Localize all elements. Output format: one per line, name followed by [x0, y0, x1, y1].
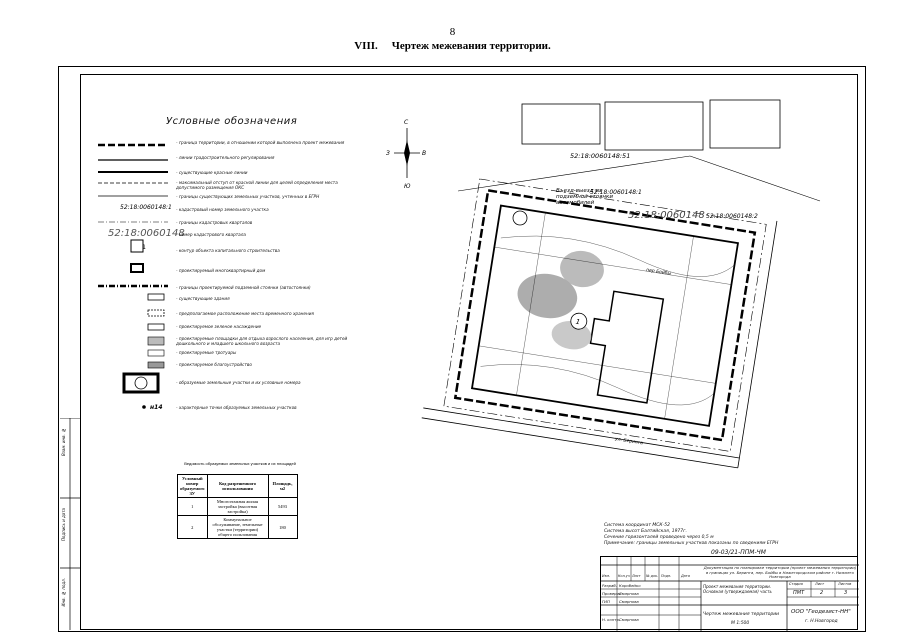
- land-table: [177, 474, 298, 539]
- stamp-name-2: Смирнова: [619, 591, 639, 596]
- legend-item-15: - проектируемые площадки для отдыха взрослого населения, для игр детей дошкольного и младшего школьного возраста: [176, 336, 348, 346]
- stamp-code: 09-03/21-ППМ-ЧМ: [711, 549, 766, 556]
- stamp-stage-header: Стадия: [789, 582, 803, 586]
- drawing-notes: [604, 523, 778, 547]
- legend-item-19: - характерные точки образуемых земельных участков: [176, 405, 297, 410]
- side-strip: [60, 418, 80, 630]
- parcel-1: 52:18:0060148:1: [590, 189, 642, 196]
- stamp-sheet: 2: [820, 590, 824, 596]
- legend-item-2: - линии градостроительного регулирования: [176, 155, 275, 160]
- street-label-1: пер Бойбы: [645, 268, 672, 277]
- compass-south: Ю: [404, 183, 411, 190]
- parcel-51: 52:18:0060148:51: [570, 152, 631, 160]
- section-title: Чертеж межевания территории.: [391, 40, 551, 52]
- stamp-city: г. Н.Новгород: [805, 619, 838, 624]
- entrance-label: Въезд-выезд из подземной стоянки автомобилей: [556, 188, 613, 206]
- side-label-signature: Подпись и дата: [61, 508, 66, 542]
- side-label-replace: Взам. инв. №: [61, 428, 66, 456]
- land-header-area: Площадь, м2: [268, 475, 297, 498]
- page-title: [0, 40, 905, 52]
- legend-item-11: - границы проектируемой подземной стоянки (автостоянки): [176, 285, 311, 290]
- legend-item-5: - границы существующих земельных участков, учтенных в ЕГРН: [176, 194, 320, 199]
- legend-title: Условные обозначения: [166, 116, 298, 127]
- compass-east: В: [422, 150, 427, 157]
- stamp-col-3: Лист: [632, 574, 641, 578]
- legend-item-10: - проектируемый многоквартирный дом: [176, 268, 266, 273]
- note-3: Сечение горизонталей проведено через 0,5 м: [604, 535, 714, 540]
- stamp-col-4: № док.: [646, 574, 659, 578]
- compass-west: З: [386, 150, 390, 157]
- page-number: 8: [449, 26, 456, 38]
- stamp-role-1: Разраб.: [602, 583, 617, 588]
- legend-point-label: н14: [150, 404, 163, 411]
- note-2: Система высот Балтийская, 1977г.: [604, 529, 687, 534]
- table-row: 2 Коммунальное обслуживание, земельные участки (территории) общего пользования 180: [178, 516, 298, 539]
- land-header-number: Условный номер образуемого ЗУ: [178, 475, 208, 498]
- street-label-2: ул. Беринга: [614, 437, 644, 447]
- stamp-col-5: Подп.: [661, 574, 672, 578]
- stamp-col-1: Изм.: [602, 574, 610, 578]
- legend-item-1: - граница территории, в отношении которой выполнена проект межевания: [176, 140, 345, 145]
- stamp-scale: М 1:500: [731, 621, 750, 626]
- stamp-sheets: 3: [844, 590, 848, 596]
- title-block: [600, 549, 858, 630]
- stamp-role-2: Проверил: [602, 591, 622, 596]
- note-4: Примечание: границы земельных участков показаны по сведениям ЕГРН: [604, 541, 779, 546]
- stamp-sheet-header: Лист: [815, 582, 825, 586]
- compass-north: С: [404, 119, 409, 126]
- stamp-description: Документация по планировке территории (проект межевания территории) в границах ул. Беринга, пер. Бойбы в Нижегородском районе г. Нижнего Новгорода: [703, 565, 857, 579]
- legend-item-12: - существующие здания: [176, 296, 230, 301]
- stamp-company: ООО "Геодезист-НН": [791, 609, 851, 615]
- section-number: VIII.: [354, 40, 378, 52]
- stamp-sheets-header: Листов: [838, 582, 852, 586]
- land-header-code: Код разрешенного использования: [207, 475, 268, 498]
- note-1: Система координат МСК-52: [604, 523, 670, 528]
- stamp-object: Проект межевания территории. Основная (утверждаемая) часть: [703, 584, 772, 594]
- legend-item-4: - максимальный отступ от красной линии для целей определения места допустимого размещения ОКС: [176, 180, 338, 190]
- map-parcel-marker: 1: [575, 317, 581, 327]
- stamp-col-2: Кол.уч: [618, 574, 630, 578]
- legend-parcel-number: 1: [142, 244, 146, 251]
- site-plan-map: [380, 96, 860, 526]
- land-table-caption: Ведомость образуемых земельных участков и их площадей: [184, 461, 296, 466]
- side-label-inventory: Инв. № подл.: [61, 578, 66, 607]
- legend-item-3: - существующие красные линии: [176, 170, 248, 175]
- legend-quarter-example: 52:18:0060148: [108, 228, 185, 239]
- legend-item-16: - проектируемые тротуары: [176, 350, 237, 355]
- legend-item-18: - образуемые земельные участки и их условные номера: [176, 380, 301, 385]
- map-quarter-number: 52:18:0060148: [628, 210, 705, 221]
- legend-item-14: - проектируемое зеленое насаждение: [176, 324, 262, 329]
- stamp-name-3: Смирнова: [619, 599, 639, 604]
- stamp-stage: ПМТ: [793, 590, 805, 596]
- compass: [386, 119, 426, 190]
- parcel-2: 52:18:0060148:2: [706, 213, 758, 220]
- legend-item-9: - контур объекта капитального строительства: [176, 248, 280, 253]
- stamp-role-4: Н. контр.: [602, 617, 621, 622]
- legend-symbols: [96, 138, 172, 438]
- table-row: 1 Многоэтажная жилая застройка (высотная застройка) 5493: [178, 498, 298, 516]
- stamp-col-6: Дата: [681, 574, 690, 578]
- stamp-name-4: Смирнова: [619, 617, 639, 622]
- stamp-role-3: ГИП: [602, 599, 610, 604]
- legend-item-6: - кадастровый номер земельного участка: [176, 207, 269, 212]
- legend-item-17: - проектируемое благоустройство: [176, 362, 252, 367]
- stamp-name-1: Коробейко: [619, 583, 641, 588]
- legend-item-13: - предполагаемое расположение места временного хранения: [176, 311, 314, 316]
- stamp-drawing: Чертеж межевания территории: [703, 612, 780, 617]
- legend-item-8: - номер кадастрового квартала: [176, 232, 246, 237]
- legend-cadastral-example: 52:18:0060148:1: [120, 204, 172, 211]
- legend-item-7: - границы кадастровых кварталов: [176, 220, 253, 225]
